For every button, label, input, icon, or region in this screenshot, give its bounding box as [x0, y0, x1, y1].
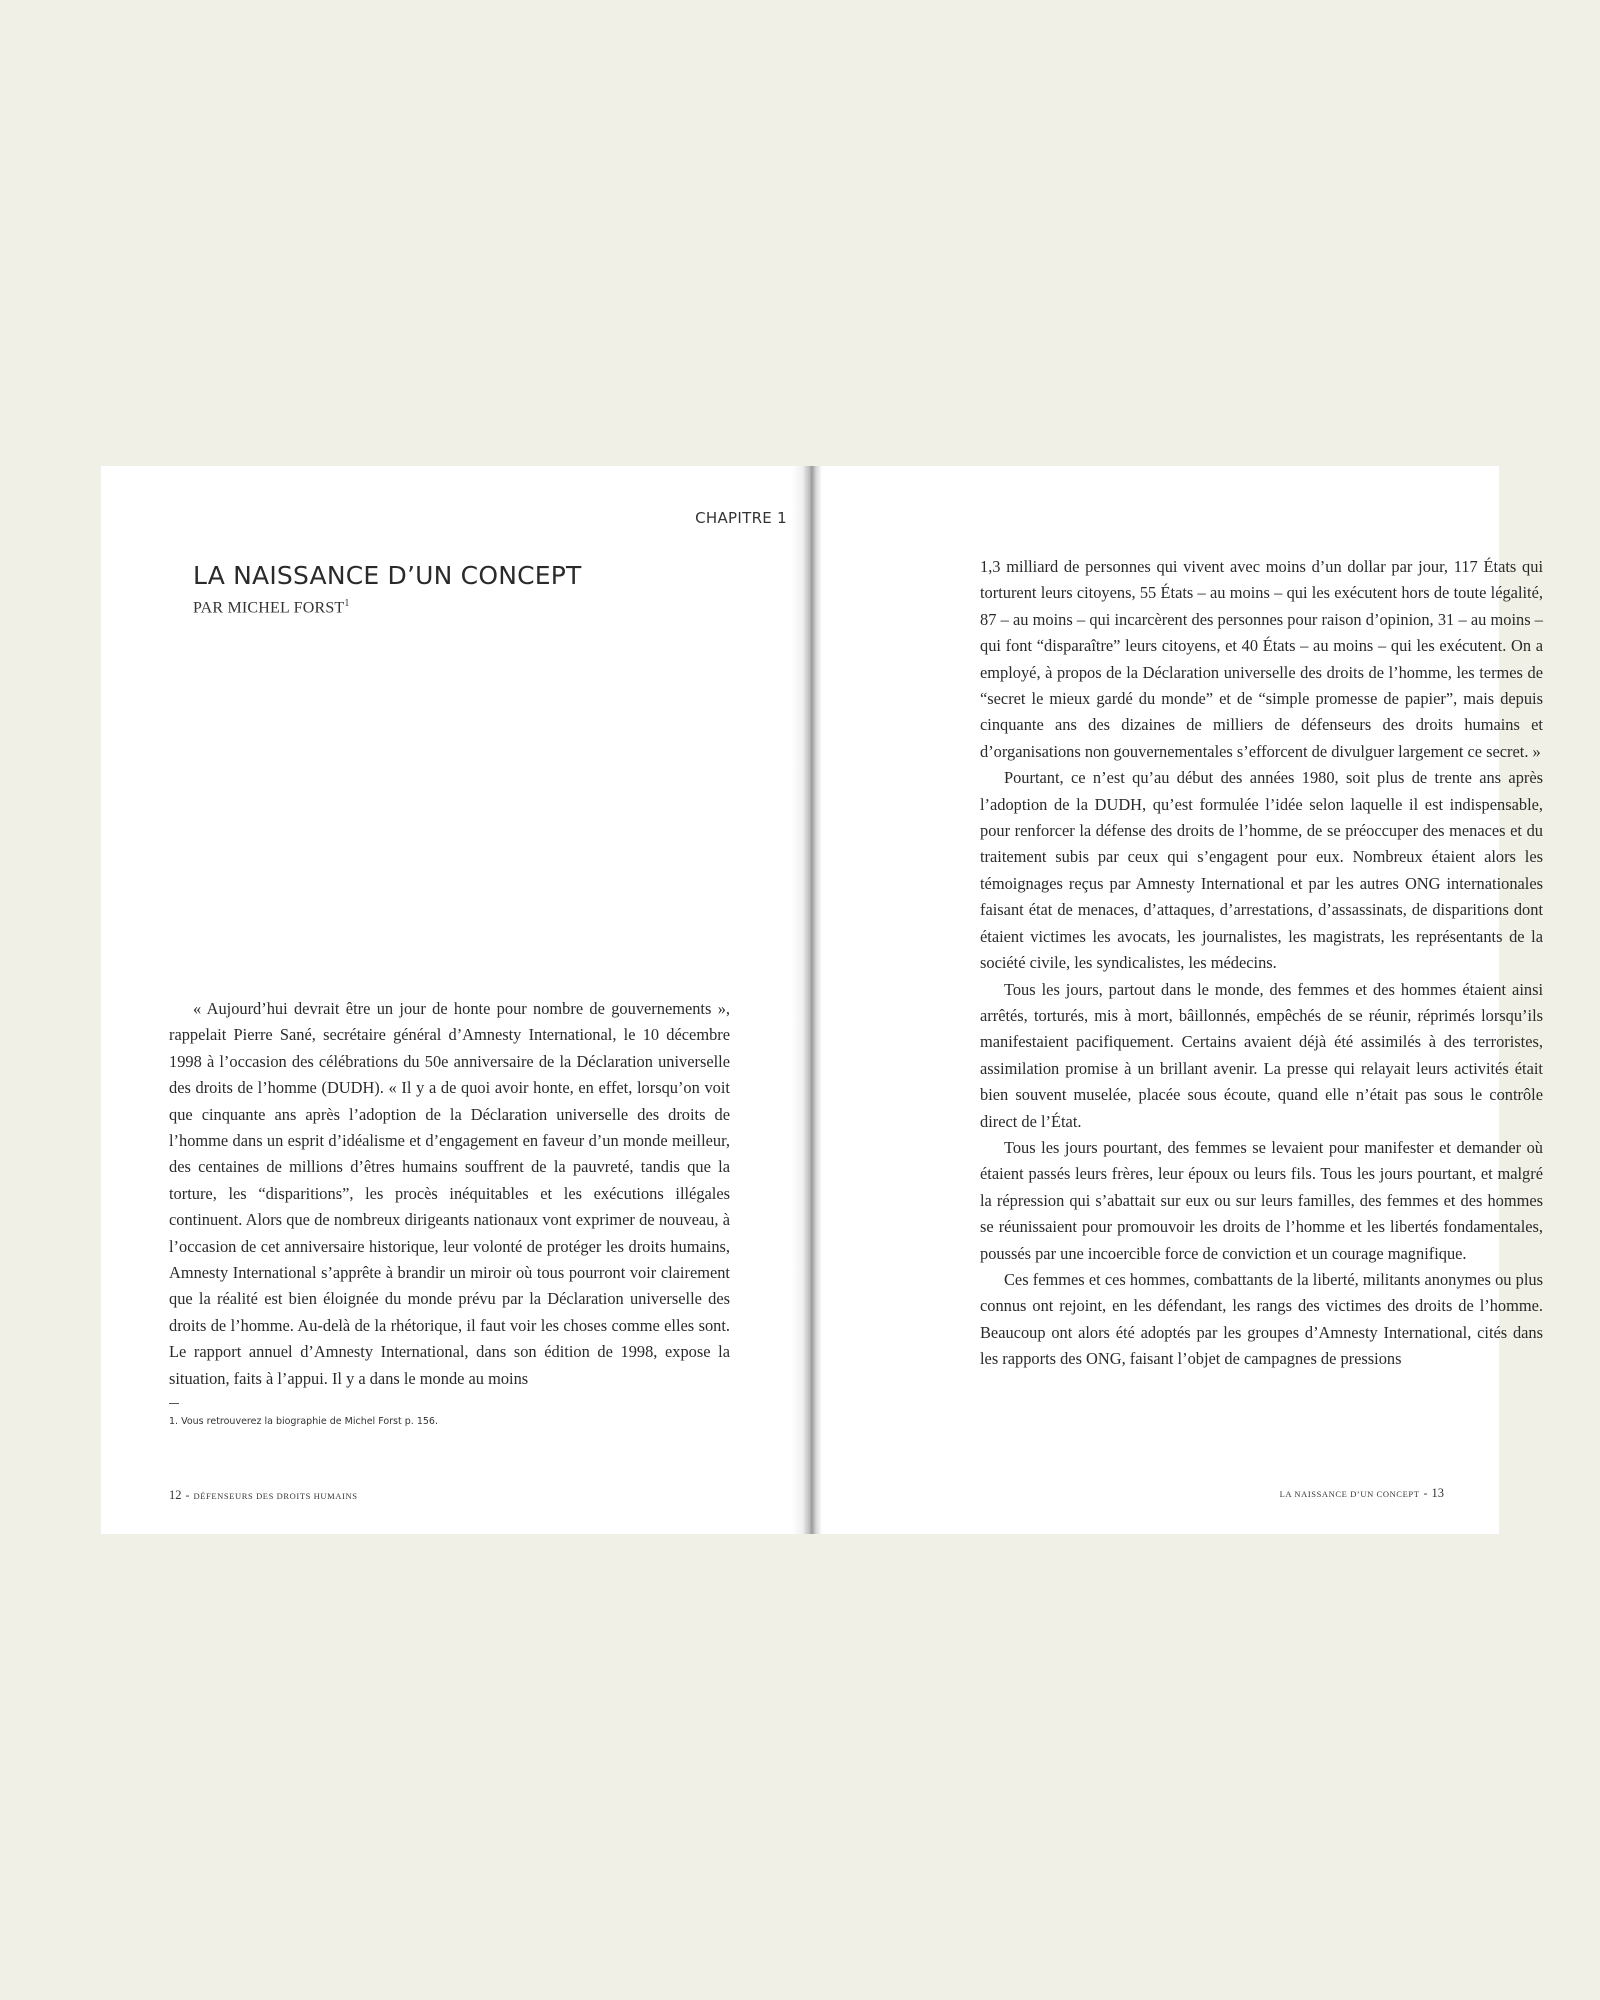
folio-separator: -	[185, 1488, 190, 1502]
paragraph: Ces femmes et ces hommes, combattants de la liberté, militants anonymes ou plus connus ont rejoint, en les défendant, les rangs des victimes des droits de l’homme. Beaucoup ont alors été adoptés par les groupes d’Amnesty International, cités dans les rapports des ONG, faisant l’objet de campagnes de pressions	[980, 1269, 1543, 1369]
page-number: 13	[1431, 1486, 1444, 1500]
footnote-rule	[169, 1403, 179, 1404]
right-body-text	[980, 554, 1543, 1373]
paragraph: Tous les jours, partout dans le monde, des femmes et des hommes étaient ainsi arrêtés, torturés, mis à mort, bâillonnés, empêchés de se réunir, réprimés lorsqu’ils manifestaient pacifiquement. Certains avaient déjà été assimilés à des terroristes, assimilation promise à un brillant avenir. La presse qui relayait leurs activités était bien souvent muselée, placée sous écoute, quand elle n’était pas sous le contrôle direct de l’État.	[980, 979, 1543, 1131]
author-name: PAR MICHEL FORST	[193, 599, 345, 617]
author-line	[193, 598, 350, 617]
paragraph: 1,3 milliard de personnes qui vivent avec moins d’un dollar par jour, 117 États qui torturent leurs citoyens, 55 États – au moins – qui les exécutent hors de toute légalité, 87 – au moins – qui incarcèrent des personnes pour raison d’opinion, 31 – au moins – qui font “disparaître” leurs citoyens, et 40 États – au moins – qui les exécutent. On a employé, à propos de la Déclaration universelle des droits de l’homme, les termes de “secret le mieux gardé du monde” et de “simple promesse de papier”, mais depuis cinquante ans des dizaines de milliers de défenseurs des droits humains et d’organisations non gouvernementales s’efforcent de divulguer largement ce secret. »	[980, 557, 1543, 761]
chapter-label: CHAPITRE 1	[695, 509, 787, 527]
page-number: 12	[169, 1488, 182, 1502]
footnote-mark: 1	[344, 598, 350, 609]
paragraph: Tous les jours pourtant, des femmes se levaient pour manifester et demander où étaient passés leurs frères, leur époux ou leurs fils. Tous les jours pourtant, et malgré la répression qui s’abattait sur eux ou sur leurs familles, des femmes et des hommes se réunissaient pour promouvoir les droits de l’homme et les libertés fondamentales, poussés par une incoercible force de conviction et un courage magnifique.	[980, 1137, 1543, 1263]
left-body-text	[169, 996, 730, 1392]
left-folio	[169, 1488, 358, 1503]
right-folio	[1280, 1486, 1444, 1501]
book-spread	[101, 466, 1543, 1534]
running-head: LA NAISSANCE D’UN CONCEPT	[1279, 1489, 1420, 1499]
right-page	[822, 466, 1543, 1534]
running-head: DÉFENSEURS DES DROITS HUMAINS	[193, 1491, 358, 1501]
chapter-title: LA NAISSANCE D’UN CONCEPT	[193, 561, 582, 590]
left-page	[101, 466, 792, 1534]
paragraph: Pourtant, ce n’est qu’au début des années 1980, soit plus de trente ans après l’adoption de la DUDH, qu’est formulée l’idée selon laquelle il est indispensable, pour renforcer la défense des droits de l’homme, de se préoccuper des menaces et du traitement subis par ceux qui s’engagent pour eux. Nombreux étaient alors les témoignages reçus par Amnesty International et par les autres ONG internationales faisant état de menaces, d’attaques, d’arrestations, d’assassinats, de disparitions dont étaient victimes les avocats, les journalistes, les magistrats, les représentants de la société civile, les syndicalistes, les médecins.	[980, 768, 1543, 973]
paragraph: « Aujourd’hui devrait être un jour de honte pour nombre de gouvernements », rappelait Pierre Sané, secrétaire général d’Amnesty International, le 10 décembre 1998 à l’occasion des célébrations du 50e anniversaire de la Déclaration universelle des droits de l’homme (DUDH). « Il y a de quoi avoir honte, en effet, lorsqu’on voit que cinquante ans après l’adoption de la Déclaration universelle des droits de l’homme dans un esprit d’idéalisme et d’engagement en faveur d’un monde meilleur, des centaines de millions d’êtres humains souffrent de la pauvreté, tandis que la torture, les “disparitions”, les procès inéquitables et les exécutions illégales continuent. Alors que de nombreux dirigeants nationaux vont exprimer de nouveau, à l’occasion de cet anniversaire historique, leur volonté de protéger les droits humains, Amnesty International s’apprête à brandir un miroir où tous pourront voir clairement que la réalité est bien éloignée du monde prévu par la Déclaration universelle des droits de l’homme. Au-delà de la rhétorique, il faut voir les choses comme elles sont. Le rapport annuel d’Amnesty International, dans son édition de 1998, expose la situation, faits à l’appui. Il y a dans le monde au moins	[169, 999, 730, 1388]
folio-separator: -	[1423, 1486, 1428, 1500]
book-gutter	[792, 466, 822, 1534]
footnote: 1. Vous retrouverez la biographie de Michel Forst p. 156.	[169, 1416, 438, 1427]
